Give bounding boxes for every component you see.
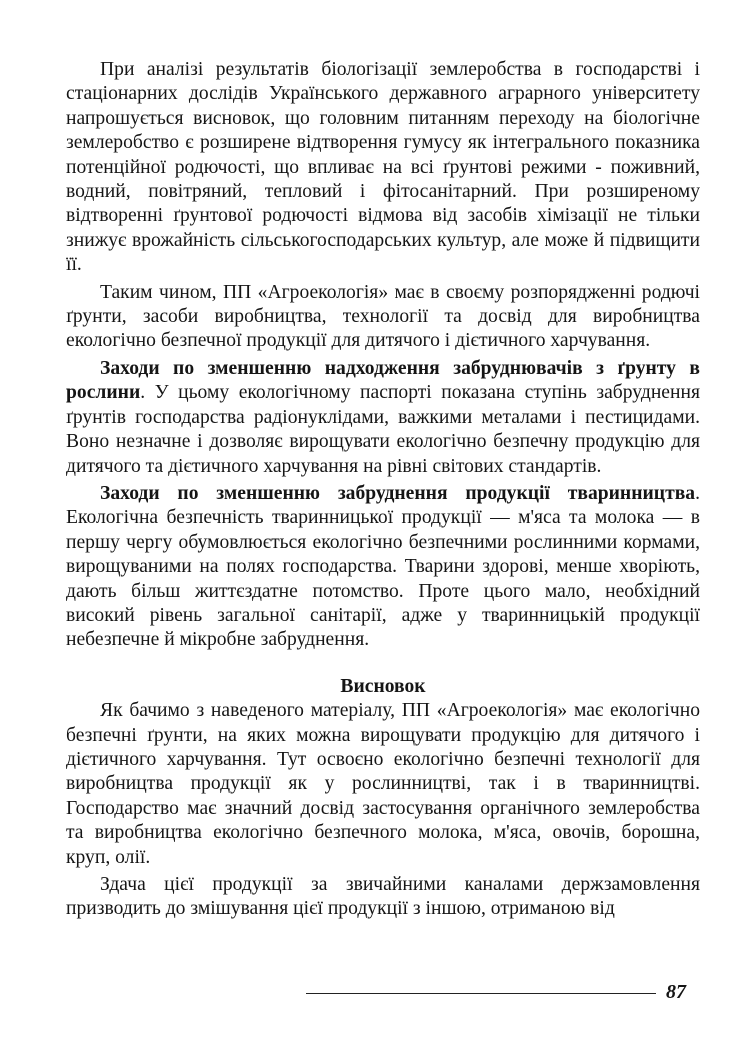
paragraph-biologization: При аналізі результатів біологізації землеробства в господарстві і стаціонарних дослідів Українського державного аграрного університету напрошується висновок, що головним питанням переходу на біологічне землеробство є розширене відтворення гумусу як інтегрального показника потенційної родючості, що впливає на всі ґрунтові режими - поживний, водний, повітряний, тепловий і фітосанітарний. При розширеному відтворенні ґрунтової родючості відмова від засобів хімізації не тільки знижує врожайність сільськогосподарських культур, але може й підвищити її. xyxy=(66,59,700,276)
soil-measures-text: . У цьому екологічному паспорті показана ступінь забруднення ґрунтів господарства радіонуклідами, важкими металами і пестицидами. Воно незначне і дозволяє вирощувати екологічно безпечну продукцію для дитячого та дієтичного харчування на рівні світових стандартів. xyxy=(66,382,700,477)
paragraph-summary: Таким чином, ПП «Агроекологія» має в своєму розпорядженні родючі ґрунти, засоби виробництва, технології та досвід для виробництва екологічно безпечної продукції для дитячого і дієтичного харчування. xyxy=(66,281,700,352)
page-body xyxy=(66,58,700,925)
soil-measures-title: Заходи по зменшенню надходження забруднювачів з ґрунту в рослини xyxy=(66,357,700,404)
livestock-measures-title: Заходи по зменшенню забруднення продукції тваринництва xyxy=(100,482,696,504)
page-number: 87 xyxy=(666,981,686,1003)
conclusion-heading: Висновок xyxy=(340,675,426,697)
paragraph-soil-measures xyxy=(66,357,700,479)
paragraph-livestock-measures xyxy=(66,482,700,653)
livestock-measures-text: . Екологічна безпечність тваринницької продукції — м'яса та молока — в першу чергу обумовлюється екологічно безпечними рослинними кормами, вирощуваними на полях господарства. Тварини здорові, менше хворіють, дають більш життєздатне потомство. Проте цього мало, необхідний високий рівень загальної санітарії, адже у тваринницькій продукції небезпечне й мікробне забруднення. xyxy=(66,482,700,651)
paragraph-conclusion: Як бачимо з наведеного матеріалу, ПП «Агроекологія» має екологічно безпечні ґрунти, на яких можна вирощувати продукцію для дитячого і дієтичного харчування. Тут освоєно екологічно безпечні технології для виробництва продукції як у рослинництві, так і в тваринництві. Господарство має значний досвід застосування органічного землеробства та виробництва екологічно безпечного молока, м'яса, овочів, борошна, круп, олії. xyxy=(66,700,700,868)
paragraph-delivery: Здача цієї продукції за звичайними каналами держзамовлення призводить до змішування цієї продукції з іншою, отриманою від xyxy=(66,874,700,920)
footer-rule xyxy=(306,993,656,994)
